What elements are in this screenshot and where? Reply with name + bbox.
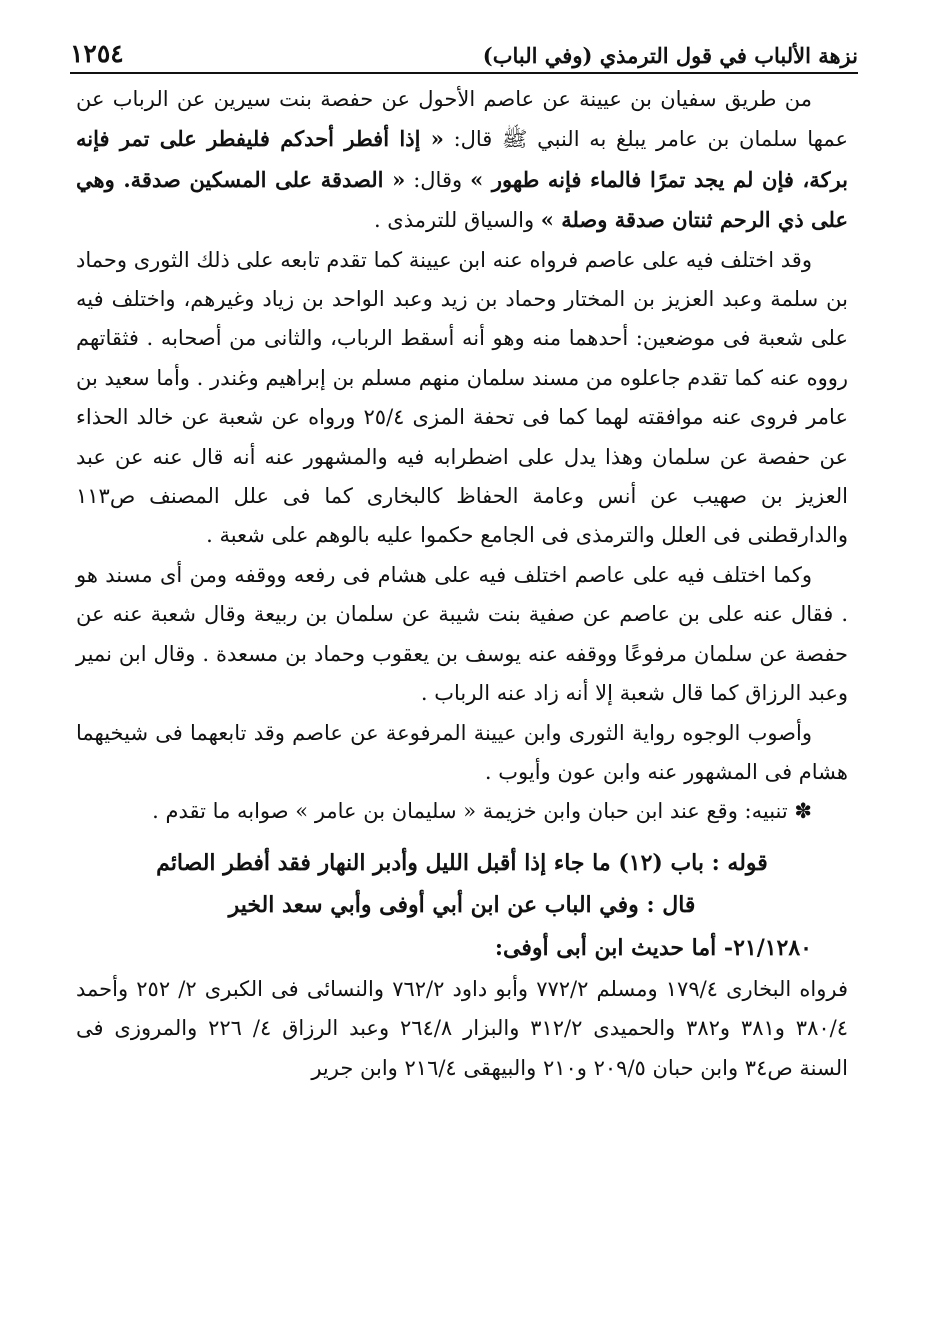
paragraph-2 [76,241,848,556]
running-title: نزهة الألباب في قول الترمذي (وفي الباب) [482,43,858,68]
page-number: ١٢٥٤ [70,39,124,68]
chapter-title: قوله : باب (١٢) ما جاء إذا أقبل الليل وأدبر النهار فقد أفطر الصائم [156,849,768,876]
page-body [76,80,848,1305]
text-run: وكما اختلف فيه على عاصم اختلف فيه على هشام فى رفعه ووقفه ومن أى مسند هو . فقال عنه على بن عاصم عن صفية بنت شيبة عن سلمان بن ربيعة وقال شعبة عنه عن حفصة عن سلمان مرفوعًا ووقفه عنه يوسف بن يعقوب وحماد بن مسعدة . وقال ابن نمير وعبد الرزاق كما قال شعبة إلا أنه زاد عنه الرباب . [76,562,848,706]
quoted-hadith-text: « الصدقة على المسكين صدقة. وهي على ذي الرحم ثنتان صدقة وصلة » [76,166,848,233]
paragraph-4 [76,714,848,793]
paragraph-3 [76,556,848,714]
text-run: والسياق للترمذى . [373,208,541,233]
page-header [70,30,858,74]
note-paragraph [76,792,848,831]
text-run: وقال: [405,167,471,192]
paragraph-1 [76,80,848,241]
chapter-subtitle: قال : وفي الباب عن ابن أبي أوفى وأبي سعد الخير [228,891,696,918]
hadith-heading: ٢١/١٢٨٠- أما حديث ابن أبى أوفى: [494,934,812,961]
hadith-references: فرواه البخارى ١٧٩/٤ ومسلم ٧٧٢/٢ وأبو داود ٧٦٢/٢ والنسائى فى الكبرى ٢/ ٢٥٢ وأحمد ٣٨٠/٤ و٣٨١ و٣٨٢ والحميدى ٣١٢/٢ والبزار ٢٦٤/٨ وعبد الرزاق ٤/ ٢٢٦ والمروزى فى السنة ص٣٤ وابن حبان ٢٠٩/٥ و٢١٠ والبيهقى ٢١٦/٤ وابن جرير [76,976,848,1080]
text-run: وقد اختلف فيه على عاصم فرواه عنه ابن عيينة كما تقدم تابعه على ذلك الثورى وحماد بن سلمة وعبد العزيز بن المختار وحماد بن زيد وعبد الواحد بن زياد وغيرهم، واختلف فيه على شعبة فى موضعين: أحدهما منه وهو أنه أسقط الرباب، والثانى من أصحابه . فثقاتهم رووه عنه كما تقدم جاعلوه من مسند سلمان منهم مسلم بن إبراهيم وغندر . وأما سعيد بن عامر فروى عنه موافقته لهما كما فى تحفة المزى ٢٥/٤ ورواه عن شعبة عن خالد الحذاء عن حفصة عن سلمان وهذا يدل على اضطرابه فيه والمشهور عنه أنه قال عنه عن عبد العزيز بن صهيب عن أنس وعامة الحفاظ كالبخارى كما فى علل المصنف ص١١٣ والدارقطنى فى العلل والترمذى فى الجامع حكموا عليه بالوهم على شعبة . [76,247,848,548]
quoted-hadith-text: « إذا أفطر أحدكم فليفطر على تمر فإنه بركة، فإن لم يجد تمرًا فالماء فإنه طهور » [76,126,848,192]
text-run: وأصوب الوجوه رواية الثورى وابن عيينة المرفوعة عن عاصم وقد تابعهما فى شيخيهما هشام فى المشهور عنه وابن عون وأيوب . [76,720,848,784]
note-text: ✽ تنبيه: وقع عند ابن حبان وابن خزيمة « سليمان بن عامر » صوابه ما تقدم . [152,799,812,824]
text-run: من طريق سفيان بن عيينة عن عاصم الأحول عن حفصة بنت سيرين عن الرباب عن عمها سلمان بن عامر يبلغ به النبي ﷺ قال: [76,87,848,152]
